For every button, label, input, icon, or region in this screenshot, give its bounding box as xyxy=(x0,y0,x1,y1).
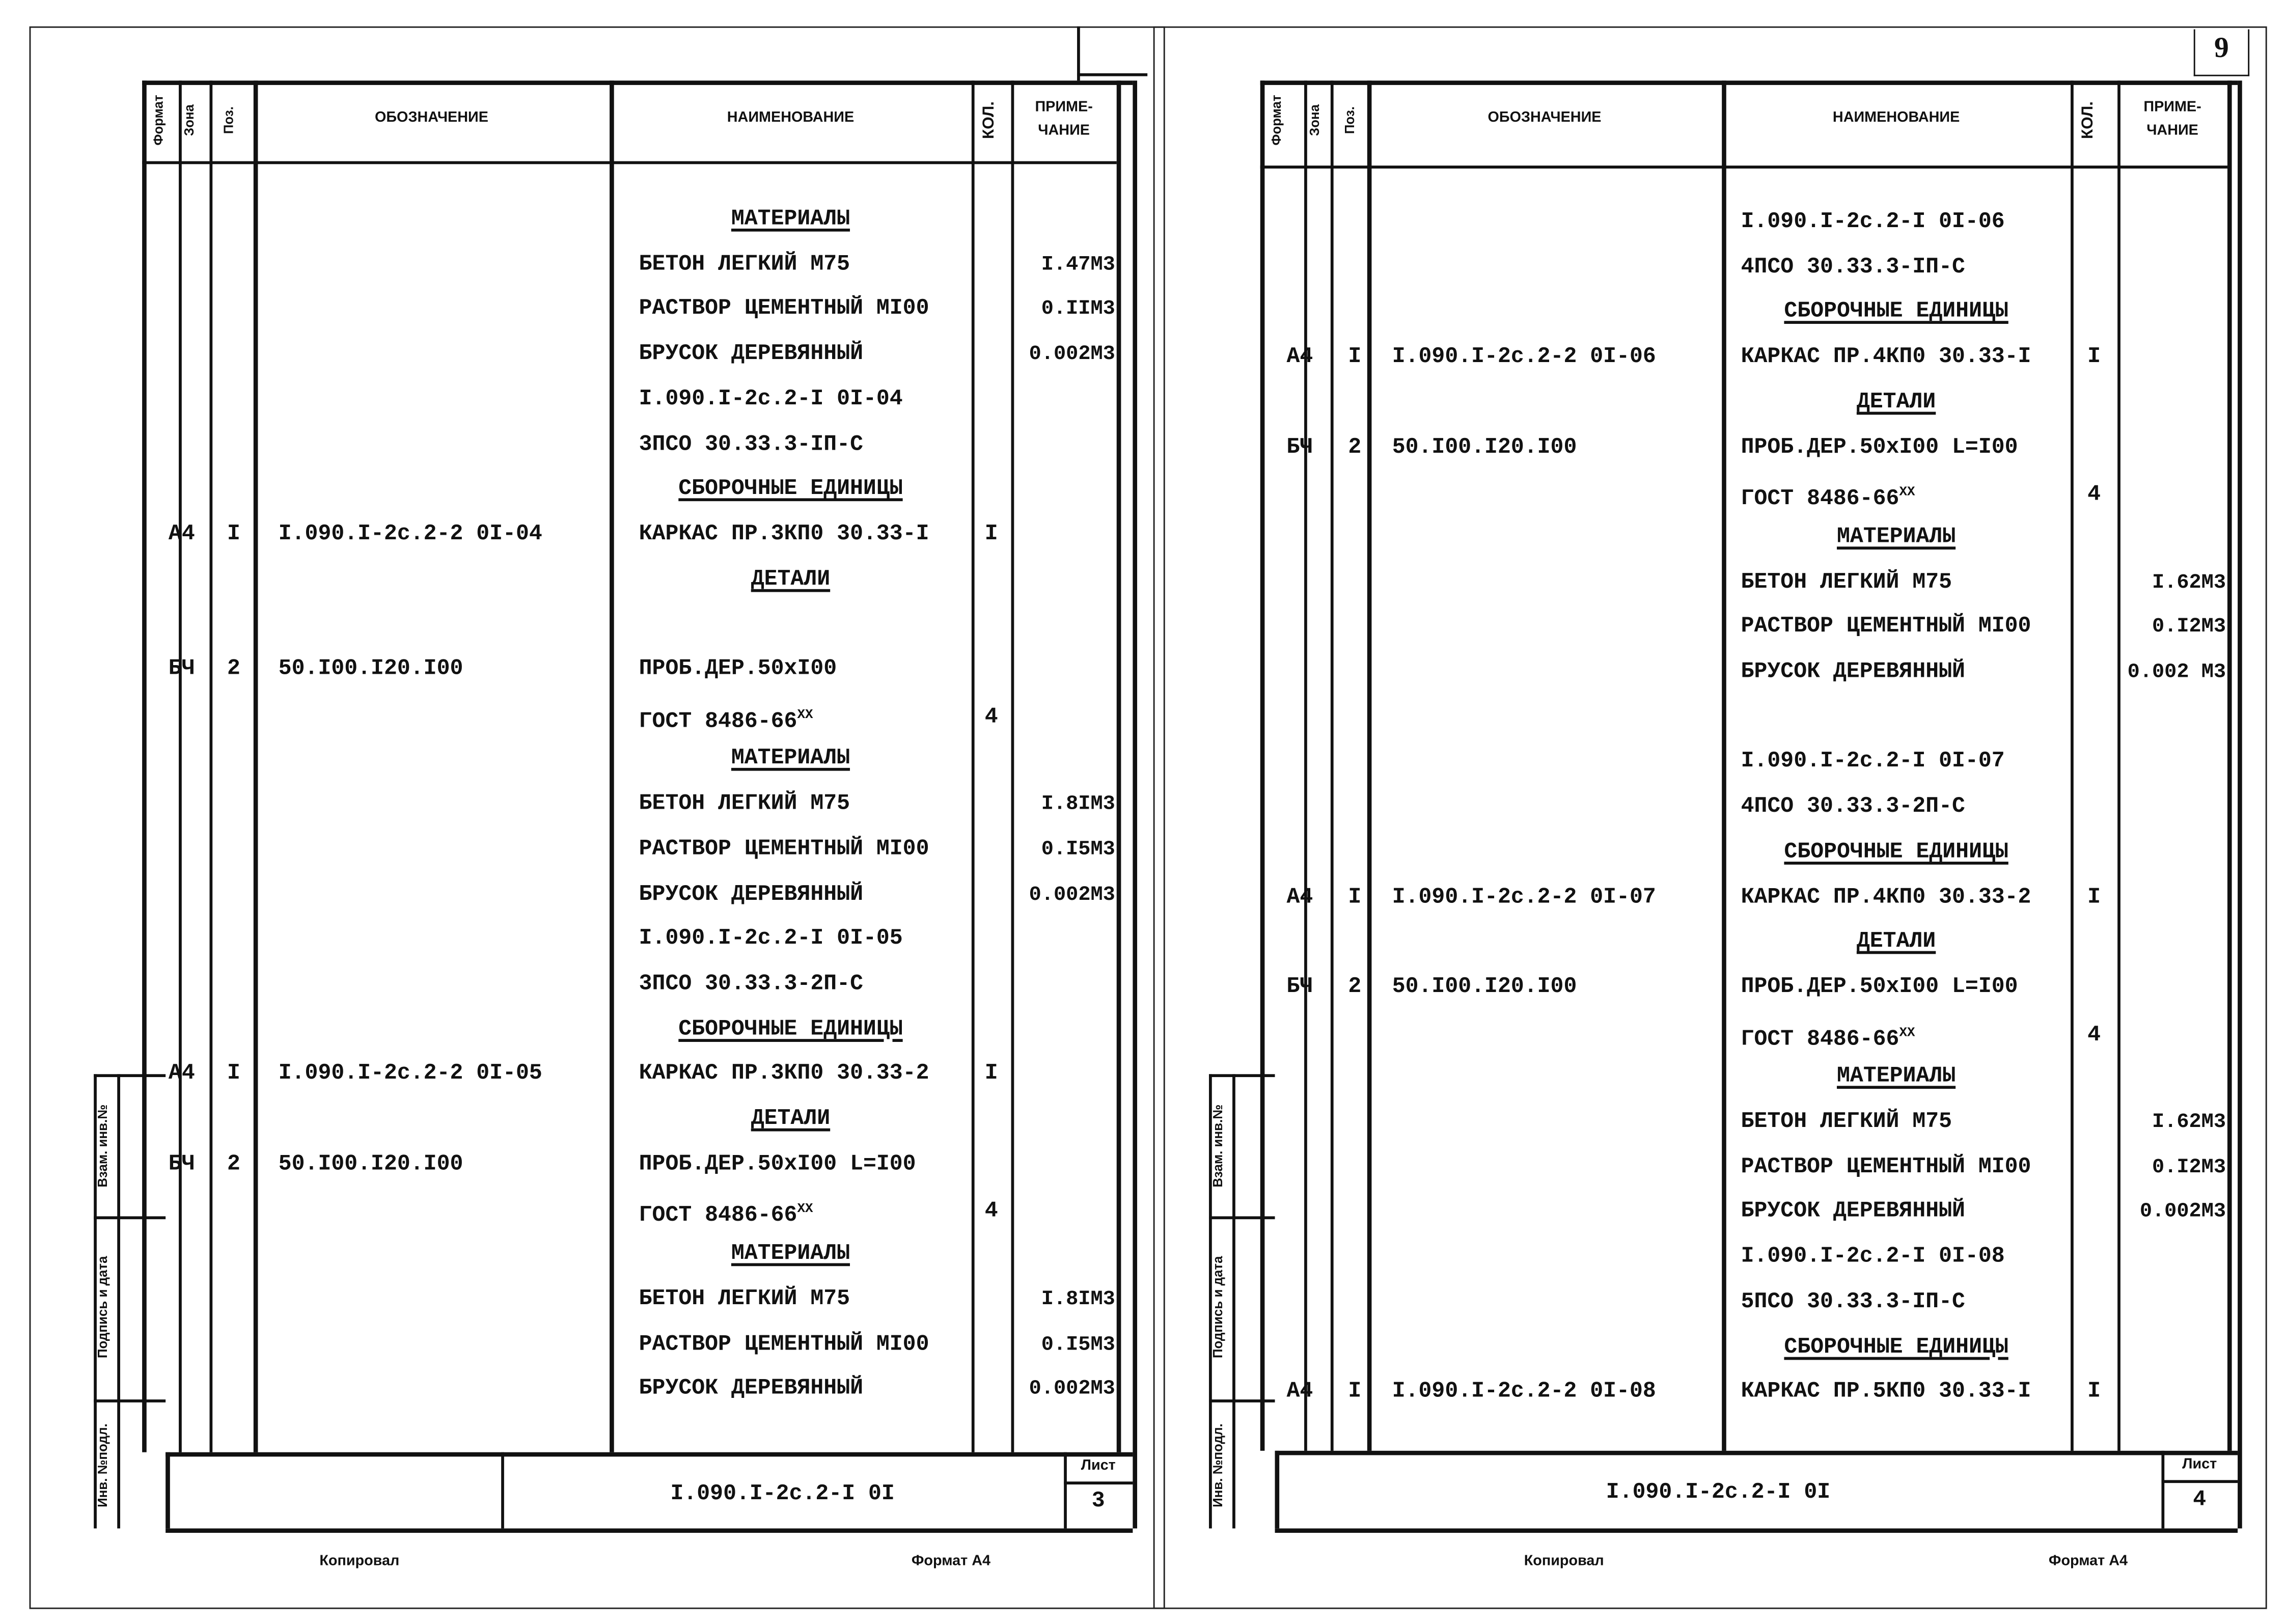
row-name xyxy=(639,701,813,735)
row-designation: 50.I00.I20.I00 xyxy=(278,1151,463,1176)
stamp-divider xyxy=(1209,1216,1275,1218)
row-name xyxy=(1741,659,1965,686)
stamp-inv-replace: Взам. инв.№ xyxy=(95,1104,110,1188)
sheet-label-divider xyxy=(1064,1481,1133,1483)
column-divider xyxy=(972,80,974,1452)
header-qty: КОЛ. xyxy=(980,101,998,140)
row-name-text: КАРКАС ПР.3КП0 30.33-I xyxy=(639,521,929,547)
row-name-text: БРУСОК ДЕРЕВЯННЫЙ xyxy=(1741,659,1965,684)
section-heading: МАТЕРИАЛЫ xyxy=(1837,1064,1956,1089)
header-designation: ОБОЗНАЧЕНИЕ xyxy=(1488,109,1602,126)
title-block-top xyxy=(1275,1451,2238,1454)
row-position: 2 xyxy=(1348,974,1362,1000)
stamp-inv-orig: Инв. №подл. xyxy=(1210,1423,1225,1507)
row-name-text: I.090.I-2c.2-I 0I-08 xyxy=(1741,1244,2005,1270)
row-name xyxy=(639,1061,929,1088)
sheet-border xyxy=(1153,26,2267,1609)
footer-format: Формат А4 xyxy=(911,1553,990,1570)
section-heading: ДЕТАЛИ xyxy=(751,1106,831,1132)
stamp-inner xyxy=(1232,1074,1234,1528)
row-quantity: I xyxy=(2087,884,2101,910)
frame-right-border xyxy=(2238,80,2241,1528)
row-name-text: РАСТВОР ЦЕМЕНТНЫЙ МI00 xyxy=(639,1331,929,1357)
row-quantity: 4 xyxy=(984,1199,998,1224)
row-note: 0.I5М3 xyxy=(1041,1333,1115,1357)
row-format: А4 xyxy=(168,521,195,547)
row-designation: I.090.I-2c.2-2 0I-06 xyxy=(1392,344,1656,370)
row-quantity: I xyxy=(2087,1379,2101,1405)
row-name-text: ГОСТ 8486-66 xyxy=(1741,486,1899,512)
row-name-text: КАРКАС ПР.4КП0 30.33-2 xyxy=(1741,884,2031,910)
row-name xyxy=(639,431,863,458)
header-format: Формат xyxy=(1269,95,1284,146)
row-name-text: БРУСОК ДЕРЕВЯННЫЙ xyxy=(639,881,863,906)
row-name xyxy=(639,656,837,683)
section-heading: СБОРОЧНЫЕ ЕДИНИЦЫ xyxy=(678,1016,903,1041)
row-name xyxy=(1741,1154,2031,1181)
row-name xyxy=(639,1286,850,1313)
row-format: БЧ xyxy=(168,656,195,682)
row-name xyxy=(639,1331,929,1358)
stamp-divider xyxy=(94,1216,166,1218)
row-quantity: I xyxy=(984,1061,998,1087)
revision-superscript: XX xyxy=(1899,1025,1915,1040)
row-note: 0.IIМ3 xyxy=(1041,298,1115,322)
row-designation: I.090.I-2c.2-2 0I-07 xyxy=(1392,884,1656,910)
column-divider xyxy=(1011,80,1013,1452)
binding-tab-line xyxy=(1077,73,1147,75)
row-quantity: 4 xyxy=(984,704,998,730)
stamp-inner xyxy=(117,1074,119,1528)
row-name xyxy=(1741,885,2031,911)
row-name xyxy=(1741,569,1952,596)
row-note: 0.002М3 xyxy=(1029,883,1115,906)
row-designation: I.090.I-2c.2-2 0I-04 xyxy=(278,521,542,547)
row-name xyxy=(639,342,863,368)
row-name-text: ПРОБ.ДЕР.50хI00 L=I00 xyxy=(639,1151,916,1176)
row-name xyxy=(639,882,863,908)
header-zone: Зона xyxy=(1307,104,1322,136)
row-name xyxy=(639,972,863,998)
frame-right-border xyxy=(1133,80,1136,1528)
section-heading: МАТЕРИАЛЫ xyxy=(731,206,850,232)
row-note: I.8IМ3 xyxy=(1041,1287,1115,1311)
column-divider xyxy=(1304,80,1306,1451)
row-note: I.62М3 xyxy=(2152,1111,2226,1135)
row-position: I xyxy=(1348,884,1362,910)
row-name-text: КАРКАС ПР.3КП0 30.33-2 xyxy=(639,1061,929,1087)
section-heading: ДЕТАЛИ xyxy=(1856,389,1936,415)
header-format: Формат xyxy=(151,95,166,146)
row-note: 0.002М3 xyxy=(1029,343,1115,367)
row-format: А4 xyxy=(1286,884,1313,910)
stamp-divider xyxy=(94,1399,166,1401)
row-position: 2 xyxy=(227,656,240,682)
row-format: БЧ xyxy=(168,1151,195,1176)
row-name-text: ПРОБ.ДЕР.50хI00 L=I00 xyxy=(1741,974,2018,1000)
row-name-text: БЕТОН ЛЕГКИЙ М75 xyxy=(639,1286,850,1311)
row-name xyxy=(1741,1020,1915,1053)
column-divider xyxy=(1367,80,1371,1451)
column-divider xyxy=(254,80,257,1452)
row-format: А4 xyxy=(168,1061,195,1087)
sheet-number: 4 xyxy=(2193,1487,2207,1512)
row-designation: I.090.I-2c.2-2 0I-08 xyxy=(1392,1379,1656,1405)
row-name xyxy=(1741,1379,2031,1406)
revision-superscript: XX xyxy=(1899,485,1915,500)
sheet-border xyxy=(30,26,1165,1609)
row-name xyxy=(639,296,929,323)
row-name xyxy=(639,1151,916,1178)
title-block-bottom xyxy=(166,1528,1133,1532)
document-code: I.090.I-2c.2-I 0I xyxy=(670,1481,895,1507)
section-heading: МАТЕРИАЛЫ xyxy=(731,1241,850,1267)
footer-copied-by: Копировал xyxy=(1524,1553,1604,1570)
row-position: I xyxy=(227,1061,240,1087)
section-heading: СБОРОЧНЫЕ ЕДИНИЦЫ xyxy=(1784,1334,2008,1359)
row-name-text: БЕТОН ЛЕГКИЙ М75 xyxy=(639,791,850,817)
row-name-text: БРУСОК ДЕРЕВЯННЫЙ xyxy=(1741,1199,1965,1224)
sheet-number: 3 xyxy=(1091,1489,1105,1514)
header-note: ПРИМЕ- xyxy=(1035,99,1093,116)
row-name-text: ГОСТ 8486-66 xyxy=(639,1203,797,1229)
row-name-text: РАСТВОР ЦЕМЕНТНЫЙ МI00 xyxy=(1741,614,2031,640)
row-note: 0.002 М3 xyxy=(2127,660,2226,684)
row-position: I xyxy=(1348,1379,1362,1405)
section-heading: ДЕТАЛИ xyxy=(751,566,831,592)
row-name xyxy=(1741,209,2005,236)
header-name: НАИМЕНОВАНИЕ xyxy=(727,109,855,126)
row-name-text: 3ПСО 30.33.3-IП-С xyxy=(639,431,863,457)
header-note: ПРИМЕ- xyxy=(2143,99,2201,116)
column-divider xyxy=(209,80,211,1452)
column-divider xyxy=(1331,80,1333,1451)
section-heading: ДЕТАЛИ xyxy=(1856,929,1936,954)
footer-format: Формат А4 xyxy=(2048,1553,2128,1570)
row-position: I xyxy=(227,521,240,547)
sheet-label: Лист xyxy=(2182,1456,2217,1473)
header-position: Поз. xyxy=(1342,106,1357,134)
row-name xyxy=(1741,480,1915,513)
section-heading: СБОРОЧНЫЕ ЕДИНИЦЫ xyxy=(1784,839,2008,865)
column-divider xyxy=(179,80,181,1452)
row-name-text: РАСТВОР ЦЕМЕНТНЫЙ МI00 xyxy=(639,296,929,322)
column-divider xyxy=(2071,80,2073,1451)
column-divider xyxy=(142,80,146,1452)
section-heading: МАТЕРИАЛЫ xyxy=(731,746,850,772)
row-format: А4 xyxy=(1286,1379,1313,1405)
row-name-text: ГОСТ 8486-66 xyxy=(1741,1027,1899,1052)
row-note: I.8IМ3 xyxy=(1041,793,1115,817)
column-divider xyxy=(1722,80,1725,1451)
section-heading: СБОРОЧНЫЕ ЕДИНИЦЫ xyxy=(1784,299,2008,325)
row-name-text: ГОСТ 8486-66 xyxy=(639,708,797,734)
header-qty: КОЛ. xyxy=(2079,101,2097,140)
row-format: БЧ xyxy=(1286,434,1313,460)
header-zone: Зона xyxy=(181,104,197,136)
column-divider xyxy=(2227,80,2231,1451)
row-name xyxy=(639,837,929,863)
row-designation: 50.I00.I20.I00 xyxy=(1392,974,1577,1000)
row-name xyxy=(1741,1199,1965,1226)
row-name xyxy=(639,387,903,413)
footer-copied-by: Копировал xyxy=(319,1553,400,1570)
row-name xyxy=(1741,255,1965,281)
row-position: 2 xyxy=(1348,434,1362,460)
row-name-text: БРУСОК ДЕРЕВЯННЫЙ xyxy=(639,341,863,367)
column-divider xyxy=(1260,80,1264,1451)
row-quantity: 4 xyxy=(2087,1022,2101,1048)
row-name-text: РАСТВОР ЦЕМЕНТНЫЙ МI00 xyxy=(1741,1154,2031,1179)
row-name-text: I.090.I-2c.2-I 0I-04 xyxy=(639,387,903,412)
row-name-text: 5ПСО 30.33.3-IП-С xyxy=(1741,1289,1965,1314)
title-block-top xyxy=(166,1452,1133,1456)
row-note: 0.I5М3 xyxy=(1041,838,1115,862)
row-name-text: I.090.I-2c.2-I 0I-05 xyxy=(639,926,903,952)
row-name xyxy=(1741,750,2005,776)
row-note: I.47М3 xyxy=(1041,253,1115,277)
stamp-inv-replace: Взам. инв.№ xyxy=(1210,1104,1225,1188)
row-name-text: КАРКАС ПР.5КП0 30.33-I xyxy=(1741,1379,2031,1405)
row-designation: 50.I00.I20.I00 xyxy=(1392,434,1577,460)
stamp-sign-date: Подпись и дата xyxy=(1210,1256,1225,1359)
row-name xyxy=(1741,974,2018,1001)
row-name xyxy=(639,926,903,953)
row-name-text: КАРКАС ПР.4КП0 30.33-I xyxy=(1741,344,2031,370)
row-name-text: РАСТВОР ЦЕМЕНТНЫЙ МI00 xyxy=(639,836,929,862)
row-name-text: 3ПСО 30.33.3-2П-С xyxy=(639,971,863,997)
row-quantity: I xyxy=(2087,344,2101,370)
row-position: 2 xyxy=(227,1151,240,1176)
page-number: 9 xyxy=(2214,32,2229,65)
row-name xyxy=(639,791,850,818)
row-name xyxy=(1741,794,1965,821)
row-quantity: I xyxy=(984,521,998,547)
revision-superscript: XX xyxy=(797,707,813,722)
header-note: ЧАНИЕ xyxy=(1038,123,1090,140)
title-block-left xyxy=(166,1452,169,1529)
header-designation: ОБОЗНАЧЕНИЕ xyxy=(374,109,488,126)
sheet-label: Лист xyxy=(1081,1458,1116,1474)
row-name-text: БЕТОН ЛЕГКИЙ М75 xyxy=(1741,569,1952,595)
document-code: I.090.I-2c.2-I 0I xyxy=(1606,1480,1831,1505)
column-divider xyxy=(1117,80,1120,1452)
row-name-text: ПРОБ.ДЕР.50хI00 L=I00 xyxy=(1741,434,2018,460)
section-heading: МАТЕРИАЛЫ xyxy=(1837,524,1956,549)
row-format: А4 xyxy=(1286,344,1313,370)
row-note: 0.I2М3 xyxy=(2152,616,2226,640)
row-name-text: ПРОБ.ДЕР.50хI00 xyxy=(639,656,837,682)
row-name-text: 4ПСО 30.33.3-IП-С xyxy=(1741,254,1965,280)
row-name xyxy=(639,521,929,548)
row-name-text: I.090.I-2c.2-I 0I-06 xyxy=(1741,209,2005,235)
header-position: Поз. xyxy=(221,106,236,134)
column-divider xyxy=(2117,80,2119,1451)
row-position: I xyxy=(1348,344,1362,370)
row-note: I.62М3 xyxy=(2152,571,2226,595)
row-note: 0.002М3 xyxy=(1029,1378,1115,1401)
row-name xyxy=(1741,1289,1965,1316)
row-quantity: 4 xyxy=(2087,482,2101,508)
stamp-divider xyxy=(1209,1399,1275,1401)
row-name xyxy=(1741,1244,2005,1271)
sheet-label-divider xyxy=(2161,1480,2238,1482)
row-name xyxy=(1741,615,2031,641)
row-name xyxy=(1741,345,2031,371)
header-name: НАИМЕНОВАНИЕ xyxy=(1832,109,1960,126)
title-block-bottom xyxy=(1275,1528,2238,1532)
row-note: 0.I2М3 xyxy=(2152,1155,2226,1179)
row-designation: 50.I00.I20.I00 xyxy=(278,656,463,682)
row-name xyxy=(1741,1109,1952,1136)
row-format: БЧ xyxy=(1286,974,1313,1000)
row-name-text: БРУСОК ДЕРЕВЯННЫЙ xyxy=(639,1376,863,1401)
header-note: ЧАНИЕ xyxy=(2146,123,2198,140)
stamp-inv-orig: Инв. №подл. xyxy=(95,1423,110,1507)
row-name xyxy=(639,252,850,278)
section-heading: СБОРОЧНЫЕ ЕДИНИЦЫ xyxy=(678,476,903,502)
stamp-sign-date: Подпись и дата xyxy=(95,1256,110,1359)
revision-superscript: XX xyxy=(797,1202,813,1217)
row-name-text: БЕТОН ЛЕГКИЙ М75 xyxy=(1741,1109,1952,1135)
row-name-text: 4ПСО 30.33.3-2П-С xyxy=(1741,794,1965,819)
row-name-text: БЕТОН ЛЕГКИЙ М75 xyxy=(639,252,850,277)
row-name xyxy=(1741,434,2018,461)
row-designation: I.090.I-2c.2-2 0I-05 xyxy=(278,1061,542,1087)
row-name xyxy=(639,1196,813,1230)
row-name-text: I.090.I-2c.2-I 0I-07 xyxy=(1741,749,2005,775)
row-name xyxy=(639,1377,863,1403)
binding-tab-line xyxy=(1077,26,1079,80)
row-note: 0.002М3 xyxy=(2139,1200,2226,1224)
header-bottom-border xyxy=(142,161,1117,164)
